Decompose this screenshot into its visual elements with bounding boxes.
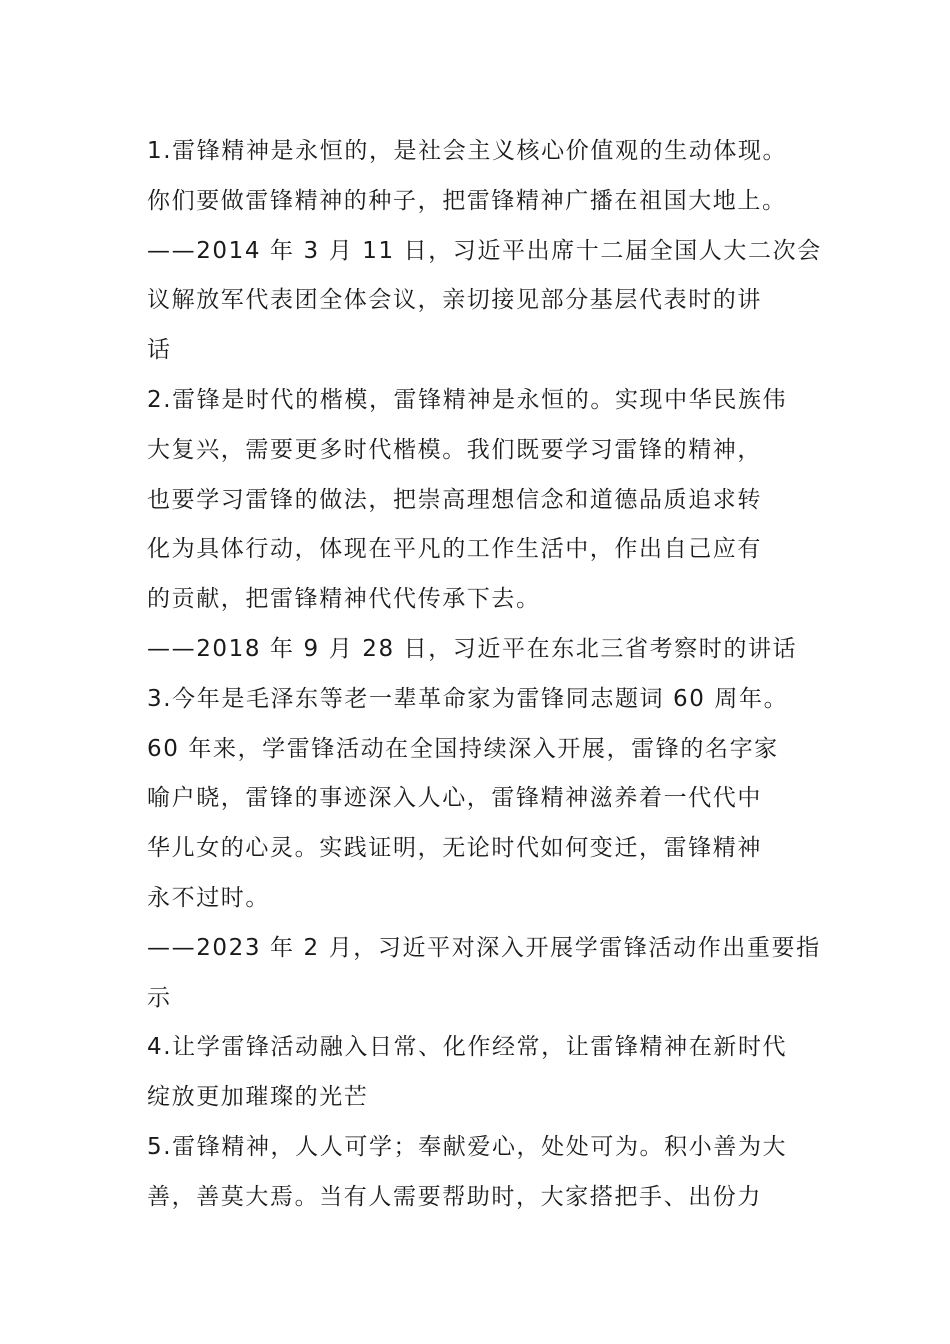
text-line: 示 [147,984,172,1011]
text-line: ——2018 年 9 月 28 日，习近平在东北三省考察时的讲话 [147,635,798,662]
text-line: 善，善莫大焉。当有人需要帮助时，大家搭把手、出份力 [147,1183,762,1210]
text-line: 你们要做雷锋精神的种子，把雷锋精神广播在祖国大地上。 [147,187,787,214]
text-line: 绽放更加璀璨的光芒 [147,1084,369,1111]
text-line: 60 年来，学雷锋活动在全国持续深入开展，雷锋的名字家 [147,735,779,762]
text-line: 2.雷锋是时代的楷模，雷锋精神是永恒的。实现中华民族伟 [147,386,788,413]
text-line: 议解放军代表团全体会议，亲切接见部分基层代表时的讲 [147,287,762,314]
text-line: 话 [147,337,172,364]
text-line: 的贡献，把雷锋精神代代传承下去。 [147,586,541,613]
text-line: 大复兴，需要更多时代楷模。我们既要学习雷锋的精神， [147,436,762,463]
text-line: 喻户晓，雷锋的事迹深入人心，雷锋精神滋养着一代代中 [147,785,762,812]
text-line: 4.让学雷锋活动融入日常、化作经常，让雷锋精神在新时代 [147,1034,788,1061]
text-line: 永不过时。 [147,884,270,911]
text-line: 5.雷锋精神，人人可学；奉献爱心，处处可为。积小善为大 [147,1133,788,1160]
text-line: 化为具体行动，体现在平凡的工作生活中，作出自己应有 [147,536,762,563]
text-line: 也要学习雷锋的做法，把崇高理想信念和道德品质追求转 [147,486,762,513]
text-line: 3.今年是毛泽东等老一辈革命家为雷锋同志题词 60 周年。 [147,685,789,712]
text-line: ——2014 年 3 月 11 日，习近平出席十二届全国人大二次会 [147,237,822,264]
text-line: 华儿女的心灵。实践证明，无论时代如何变迁，雷锋精神 [147,835,762,862]
text-line: ——2023 年 2 月，习近平对深入开展学雷锋活动作出重要指 [147,934,821,961]
document-body [147,127,827,1223]
text-line: 1.雷锋精神是永恒的，是社会主义核心价值观的生动体现。 [147,138,788,164]
